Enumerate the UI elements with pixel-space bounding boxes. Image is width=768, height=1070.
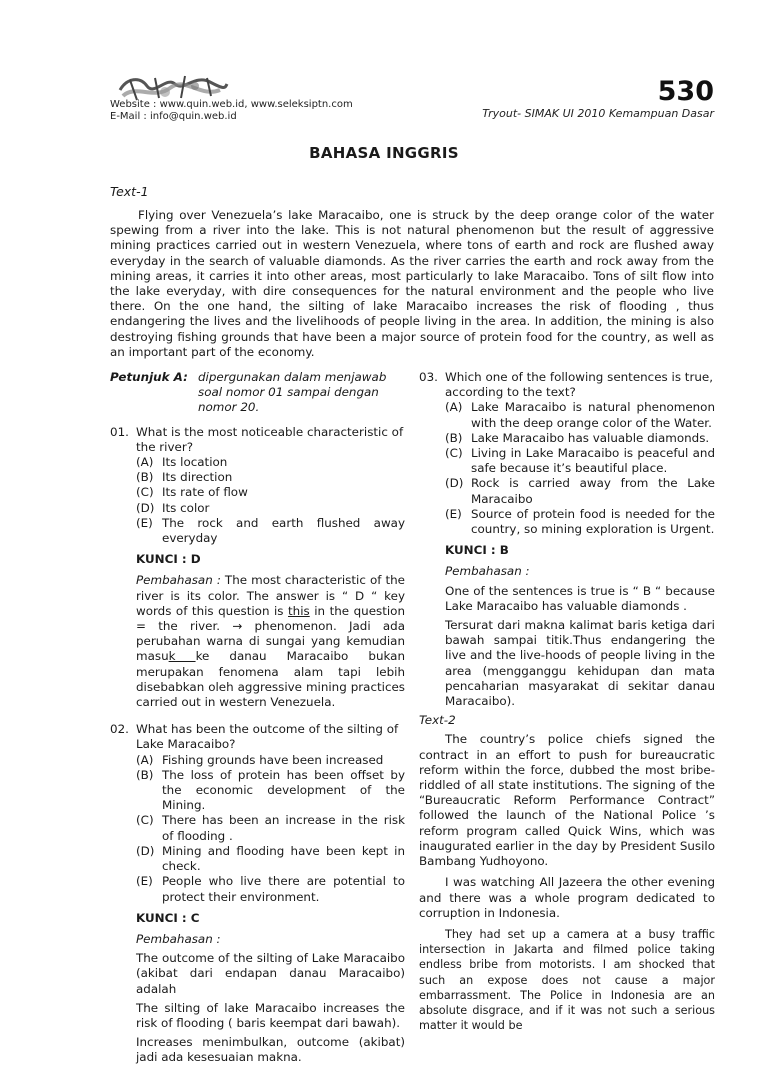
instruction-text: dipergunakan dalam menjawab soal nomor 01 sampai dengan nomor 20. (198, 370, 387, 415)
option (445, 476, 715, 506)
tryout-title: Tryout- SIMAK UI 2010 Kemampuan Dasar (482, 107, 714, 120)
text2-paragraph: I was watching All Jazeera the other evening and there was a whole program dedicated to corruption in Indonesia. (419, 875, 715, 920)
instruction (110, 370, 405, 416)
text2-label: Text-2 (419, 713, 456, 728)
option (136, 485, 405, 500)
question-number: 01. (110, 424, 129, 439)
option-text: Its location (162, 455, 228, 470)
text1-body: Flying over Venezuela’s lake Maracaibo, one is struck by the deep orange color of the water spewing from a river into the lake. This is not natural phenomenon but the result of aggressive mining practices carried out in western Venezuela, where tons of earth and rock are flushed away everyday in the search of valuable diamonds. As the river carries the earth and rock away from the mining areas, it carries it into other areas, most particularly to lake Maracaibo. Tons of silt flow into the lake everyday, with dire consequences for the natural environment and the people who live there. On the one hand, the silting of lake Maracaibo increases the risk of flooding , thus endangering the lives and the livelihoods of people living in the area. In addition, the mining is also destroying fishing grounds that have been a major source of protein food for the country, as well as an important part of the economy. (110, 208, 714, 359)
option-text: Source of protein food is needed for the country, so mining exploration is Urgent. (471, 506, 715, 537)
option-text: The loss of protein has been offset by the economic development of the Mining. (162, 767, 405, 813)
option-text: Lake Maracaibo has valuable diamonds. (471, 430, 710, 445)
option-letter: (C) (136, 813, 154, 828)
explanation-text: ke danau Maracaibo bukan merupakan fenomena alam tapi lebih disebabkan oleh aggressive mining practices carried out in western Venezuela. (136, 649, 405, 710)
explanation-underline: this (288, 603, 310, 618)
left-column (110, 370, 405, 1070)
option-letter: (D) (445, 476, 464, 491)
explanation-label: Pembahasan : (445, 564, 530, 579)
explanation-text: The outcome of the silting of Lake Maracaibo (akibat dari endapan danau Maracaibo) adalah (136, 951, 405, 996)
option (445, 507, 715, 537)
contact-info (110, 99, 353, 123)
option (445, 431, 715, 446)
explanation-text: Increases menimbulkan, outcome (akibat) jadi ada kesesuaian makna. (136, 1035, 405, 1065)
option-text: Its rate of flow (162, 485, 248, 500)
option (136, 753, 405, 768)
option-text: There has been an increase in the risk of flooding . (162, 813, 405, 843)
explanation-text: The most characteristic of the river is its color. The answer is “ D “ key words of this question is (136, 573, 405, 618)
option (445, 446, 715, 476)
option-text: Living in Lake Maracaibo is peaceful and safe because it’s beautiful place. (471, 446, 715, 476)
text1-label: Text-1 (110, 184, 149, 199)
subject-title: BAHASA INGGRIS (309, 144, 459, 162)
question-3 (419, 370, 715, 400)
explanation-text: The silting of lake Maracaibo increases the risk of flooding ( baris keempat dari bawah). (136, 1000, 405, 1030)
option (136, 501, 405, 516)
option-text: Its direction (162, 470, 233, 485)
option-letter: (E) (445, 506, 462, 521)
option-letter: (A) (445, 400, 463, 415)
option-text: Lake Maracaibo is natural phenomenon with the deep orange color of the Water. (471, 400, 715, 430)
answer-key: KUNCI : C (136, 910, 200, 925)
option-letter: (B) (136, 470, 154, 485)
text2-paragraph: They had set up a camera at a busy traffic intersection in Jakarta and filmed police taking endless bribe from motorists. I am shocked that such an expose does not cause a major embarrassment. The Police in Indonesia are an absolute disgrace, and if it was not such a serious matter it would be (419, 927, 715, 1033)
answer-key: KUNCI : B (445, 543, 509, 558)
explanation-underline: k (168, 649, 196, 664)
question-text: Which one of the following sentences is true, according to the text? (445, 370, 713, 400)
option-letter: (D) (136, 500, 155, 515)
option-letter: (B) (445, 430, 463, 445)
instruction-label: Petunjuk A: (110, 370, 188, 384)
answer-key: KUNCI : D (136, 552, 201, 567)
explanation-label: Pembahasan : (136, 931, 221, 946)
option (136, 768, 405, 814)
option (136, 455, 405, 470)
question-number: 03. (419, 370, 438, 384)
explanation-label: Pembahasan : (136, 573, 221, 588)
explanation-text: in the question = the river. → phenomenon. Jadi ada perubahan warna di sungai yang kemudian masu (136, 603, 405, 664)
text1-passage (110, 208, 714, 360)
option-letter: (C) (136, 485, 154, 500)
option (136, 844, 405, 874)
question-1 (110, 425, 405, 455)
text2-paragraph: The country’s police chiefs signed the contract in an effort to push for bureaucratic reform within the force, dubbed the most bribe-riddled of all state institutions. The signing of the “Bureaucratic Reform Performance Contract” followed the launch of the National Police ’s reform program called Quick Wins, which was inaugurated earlier in the day by President Susilo Bambang Yudhoyono. (419, 732, 715, 869)
question-text: What is the most noticeable characteristic of the river? (136, 424, 404, 454)
question-text: What has been the outcome of the silting of Lake Maracaibo? (136, 722, 399, 752)
option (136, 470, 405, 485)
option-text: Its color (162, 500, 210, 515)
option (136, 813, 405, 843)
question-number: 02. (110, 722, 129, 737)
page-number: 530 (657, 76, 714, 107)
option-letter: (A) (136, 752, 154, 767)
option (136, 874, 405, 904)
option-text: Fishing grounds have been increased (162, 752, 384, 767)
option-letter: (D) (136, 843, 155, 858)
option (445, 400, 715, 430)
option-text: Mining and flooding have been kept in check. (162, 843, 405, 874)
contact-website: Website : www.quin.web.id, www.seleksiptn.com (110, 99, 353, 110)
explanation-text: One of the sentences is true is “ B “ because Lake Maracaibo has valuable diamonds . (445, 583, 715, 613)
question-2 (110, 722, 405, 752)
option-text: People who live there are potential to protect their environment. (162, 874, 405, 904)
option (136, 516, 405, 546)
option-letter: (A) (136, 455, 154, 470)
explanation (136, 573, 405, 710)
option-letter: (E) (136, 515, 153, 530)
option-letter: (B) (136, 767, 154, 782)
option-letter: (C) (445, 446, 463, 461)
explanation-text: Tersurat dari makna kalimat baris ketiga dari bawah sampai titik.Thus endangering the live and the live-hoods of people living in the area (mengganggu kehidupan dan mata pencaharian masyarakat di sekitar danau Maracaibo). (445, 618, 715, 709)
right-column (419, 370, 715, 1039)
option-text: Rock is carried away from the Lake Maracaibo (471, 476, 715, 506)
option-text: The rock and earth flushed away everyday (162, 515, 405, 546)
option-letter: (E) (136, 874, 153, 889)
contact-email: E-Mail : info@quin.web.id (110, 111, 237, 122)
